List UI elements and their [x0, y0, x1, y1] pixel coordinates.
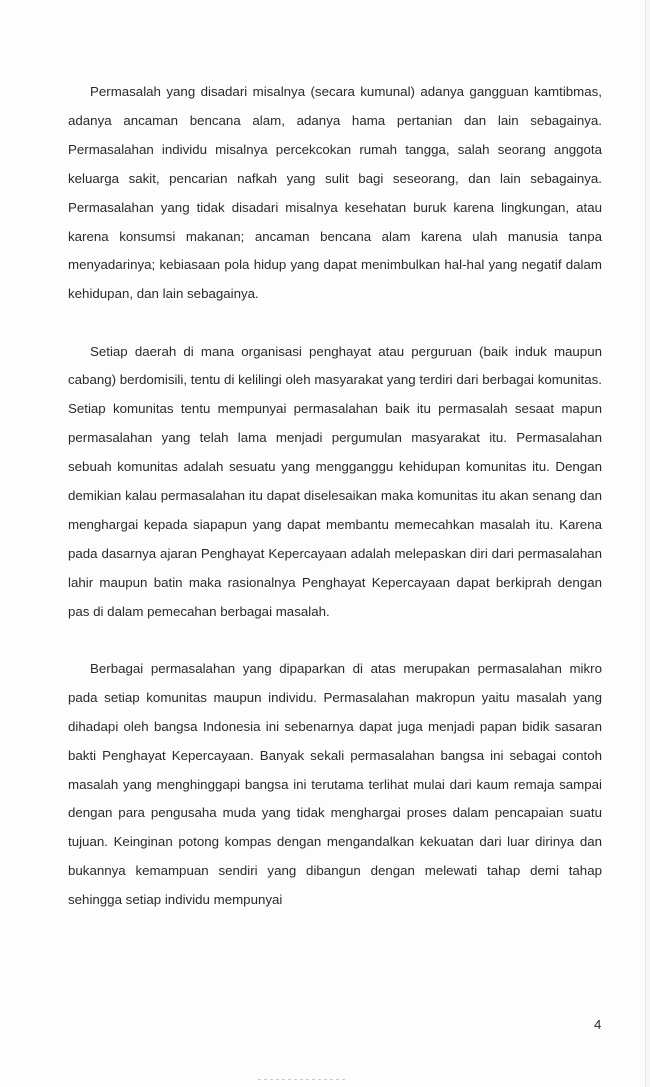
paragraph-1: Permasalah yang disadari misalnya (secara kumunal) adanya gangguan kamtibmas, adanya ancaman bencana alam, adanya hama pertanian dan lain sebagainya. Permasalahan individu misalnya percekcokan rumah tangga, salah seorang anggota keluarga sakit, pencarian nafkah yang sulit bagi seseorang, dan lain sebagainya. Permasalahan yang tidak disadari misalnya kesehatan buruk karena lingkungan, atau karena konsumsi makanan; ancaman bencana alam karena ulah manusia tanpa menyadarinya; kebiasaan pola hidup yang dapat menimbulkan hal-hal yang negatif dalam kehidupan, dan lain sebagainya.	[68, 84, 602, 302]
scan-artifact-line	[258, 1079, 348, 1080]
paragraph-3: Berbagai permasalahan yang dipaparkan di atas merupakan permasalahan mikro pada setiap komunitas maupun individu. Permasalahan makropun yaitu masalah yang dihadapi oleh bangsa Indonesia ini sebenarnya dapat juga menjadi papan bidik sasaran bakti Penghayat Kepercayaan. Banyak sekali permasalahan bangsa ini sebagai contoh masalah yang menghinggapi bangsa ini terutama terlihat mulai dari kaum remaja sampai dengan para pengusaha muda yang tidak menghargai proses dalam pencapaian suatu tujuan. Keinginan potong kompas dengan mengandalkan kekuatan dari luar dirinya dan bukannya kemampuan sendiri yang dibangun dengan melewati tahap demi tahap sehingga setiap individu mempunyai	[68, 660, 602, 908]
document-body	[68, 78, 602, 943]
page-number: 4	[594, 1017, 602, 1032]
paragraph-2: Setiap daerah di mana organisasi penghayat atau perguruan (baik induk maupun cabang) berdomisili, tentu di kelilingi oleh masyarakat yang terdiri dari berbagai komunitas. Setiap komunitas tentu mempunyai permasalahan baik itu permasalah sesaat mapun permasalahan yang telah lama menjadi pergumulan masyarakat itu. Permasalahan sebuah komunitas adalah sesuatu yang mengganggu kehidupan komunitas itu. Dengan demikian kalau permasalahan itu dapat diselesaikan maka komunitas itu akan senang dan menghargai kepada siapapun yang dapat membantu memecahkan masalah itu. Karena pada dasarnya ajaran Penghayat Kepercayaan adalah melepaskan diri dari permasalahan lahir maupun batin maka rasionalnya Penghayat Kepercayaan dapat berkiprah dengan pas di dalam pemecahan berbagai masalah.	[68, 343, 602, 619]
